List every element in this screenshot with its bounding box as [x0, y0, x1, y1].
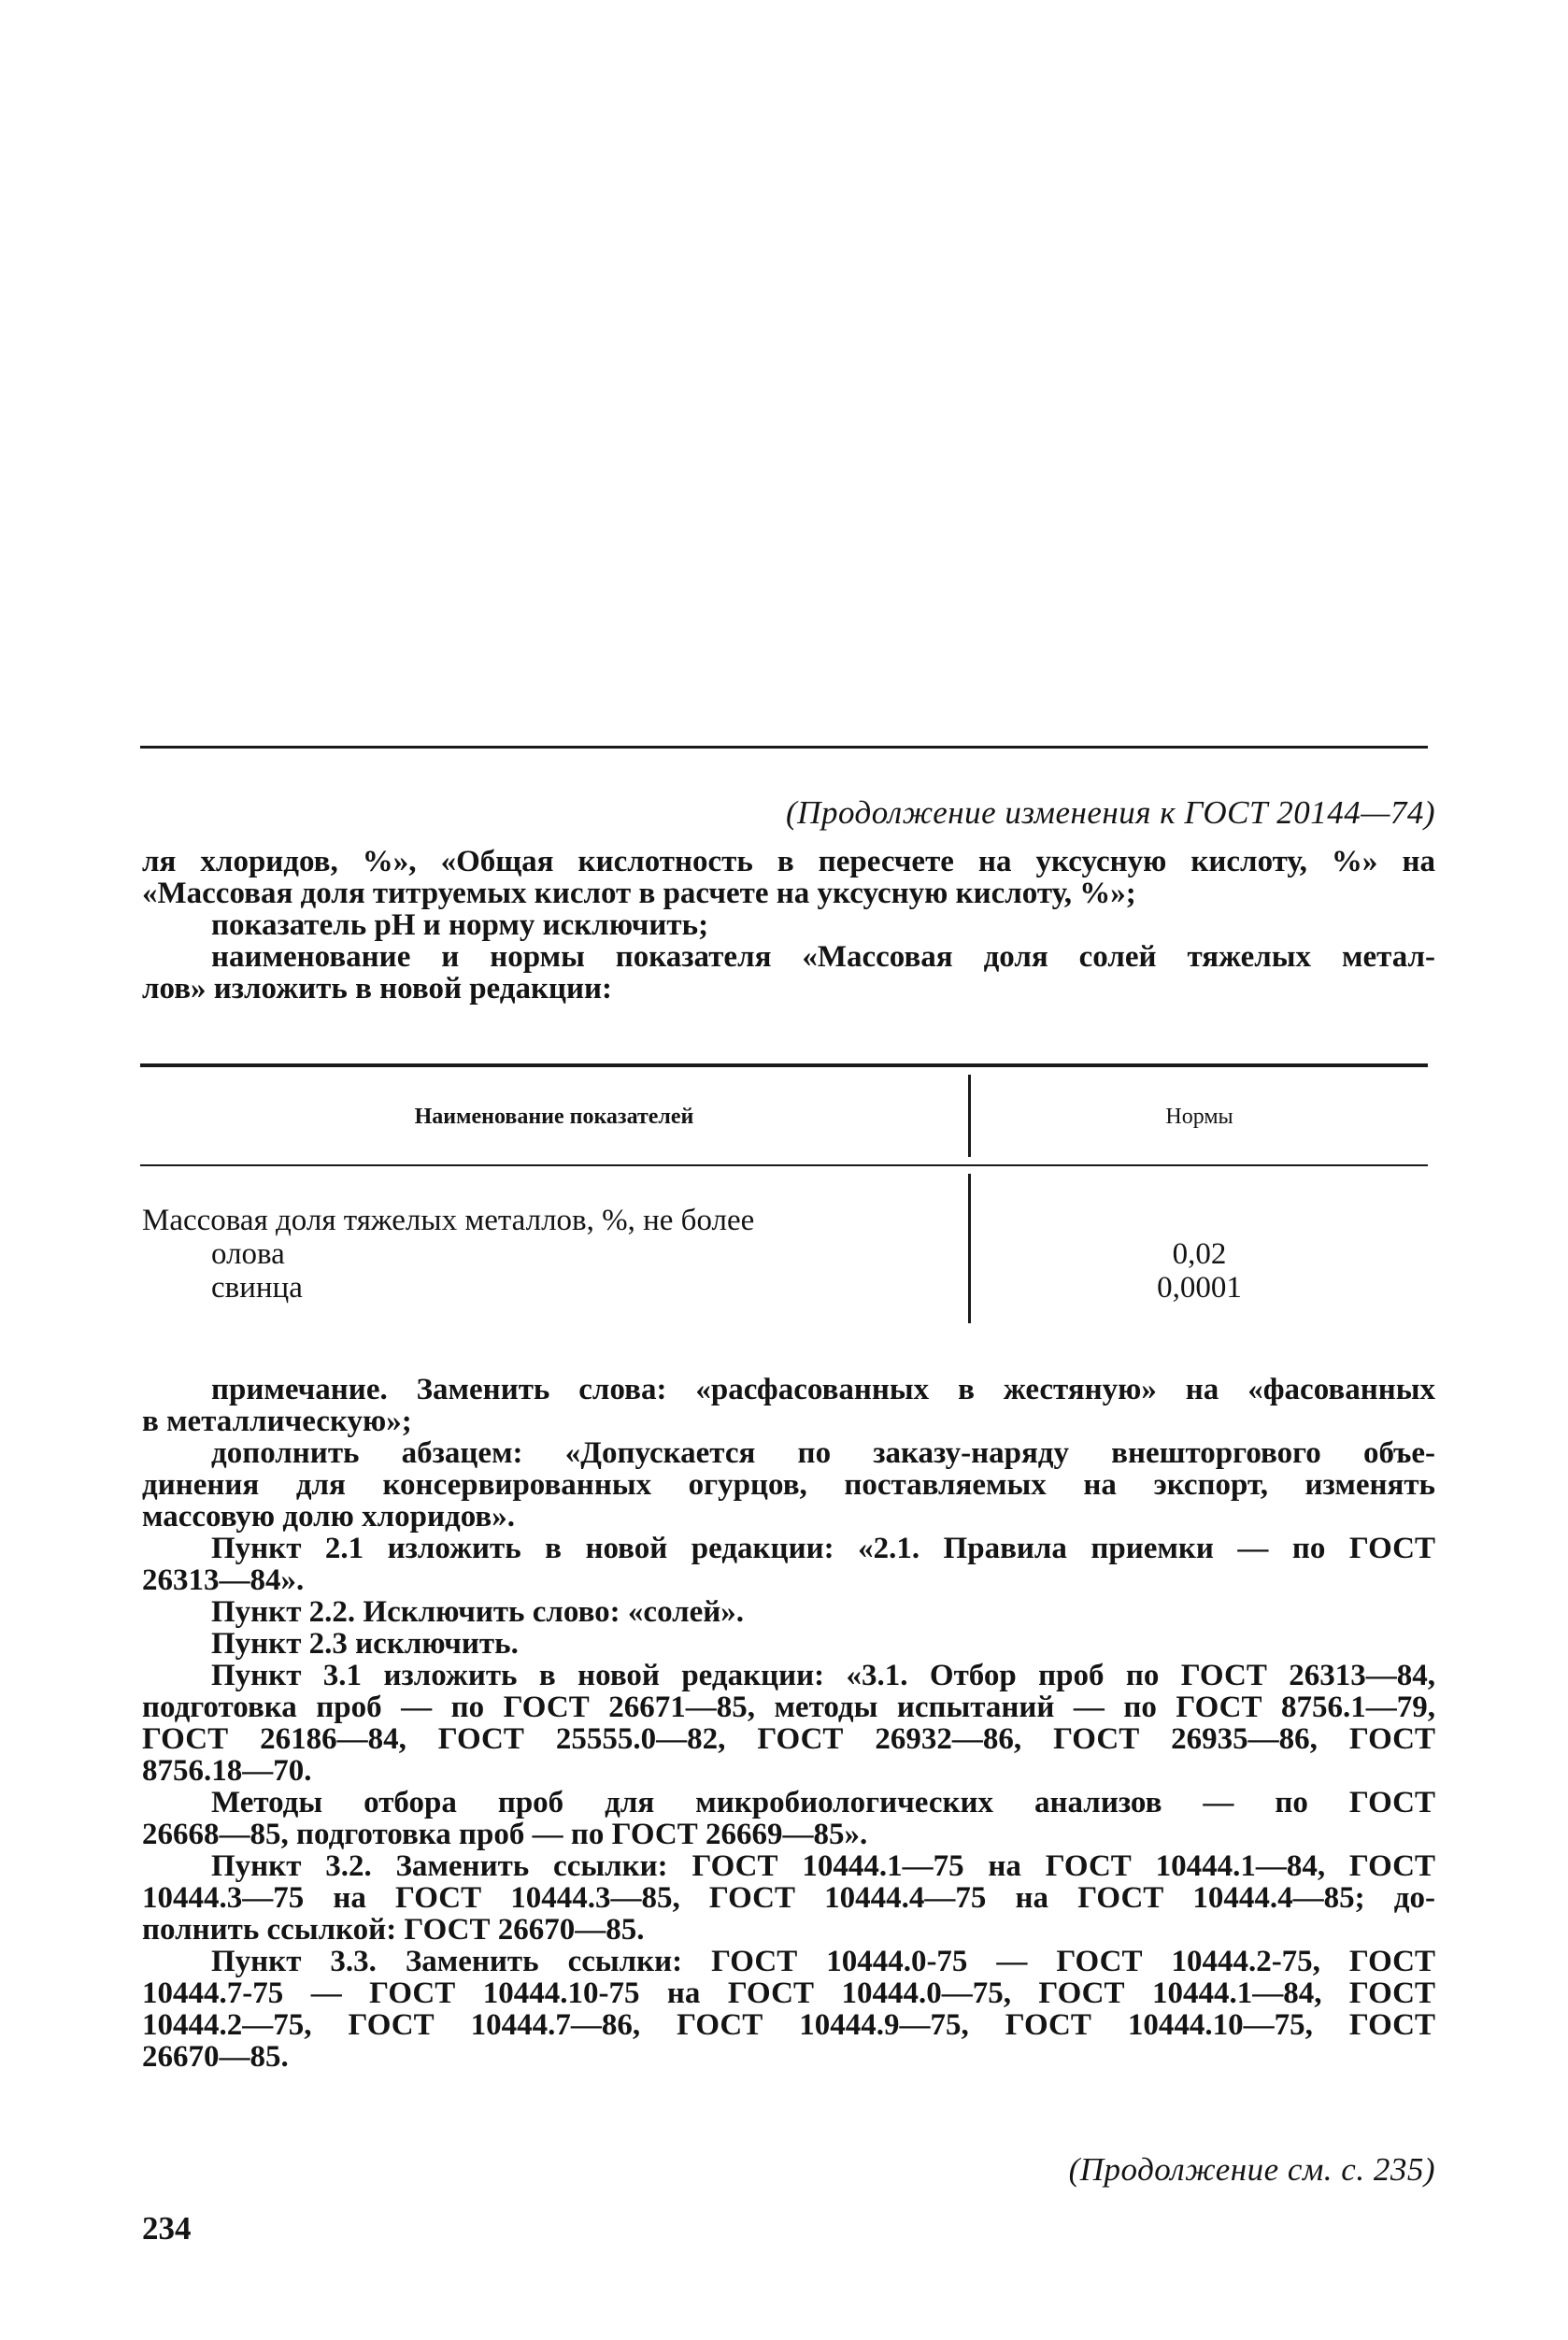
- text-line: 10444.2—75, ГОСТ 10444.7—86, ГОСТ 10444.9—75, ГОСТ 10444.10—75, ГОСТ: [142, 2008, 1435, 2042]
- table-header-indicator: Наименование показателей: [414, 1105, 694, 1129]
- text-line: примечание. Заменить слова: «расфасованных в жестяную» на «фасованных: [211, 1373, 1435, 1406]
- text-line: лов» изложить в новой редакции:: [142, 972, 613, 1006]
- text-line: показатель pH и норму исключить;: [211, 908, 709, 942]
- table-cell-value: 0,0001: [1157, 1271, 1242, 1305]
- text-line: наименование и нормы показателя «Массовая доля солей тяжелых метал-: [211, 940, 1435, 974]
- text-line: Методы отбора проб для микробиологических анализов — по ГОСТ: [211, 1786, 1435, 1819]
- continuation-header: (Продолжение изменения к ГОСТ 20144—74): [786, 794, 1435, 831]
- text-line: в металлическую»;: [142, 1405, 412, 1438]
- text-line: ля хлоридов, %», «Общая кислотность в пересчете на уксусную кислоту, %» на: [142, 845, 1435, 878]
- text-line: Пункт 2.3 исключить.: [211, 1627, 519, 1661]
- text-line: подготовка проб — по ГОСТ 26671—85, методы испытаний — по ГОСТ 8756.1—79,: [142, 1691, 1435, 1724]
- top-paragraphs: [142, 846, 1435, 1005]
- page-number: 234: [142, 2210, 192, 2247]
- table-header-norms: Нормы: [1165, 1105, 1233, 1129]
- text-line: Пункт 3.1 изложить в новой редакции: «3.1. Отбор проб по ГОСТ 26313—84,: [211, 1659, 1435, 1692]
- text-line: дополнить абзацем: «Допускается по заказу-наряду внешторгового объе-: [211, 1436, 1435, 1470]
- table-cell-name: свинца: [211, 1271, 303, 1305]
- text-line: Пункт 2.1 изложить в новой редакции: «2.1. Правила приемки — по ГОСТ: [211, 1532, 1435, 1565]
- table-top-rule: [140, 1063, 1428, 1067]
- text-line: 10444.7-75 — ГОСТ 10444.10-75 на ГОСТ 10444.0—75, ГОСТ 10444.1—84, ГОСТ: [142, 1976, 1435, 2010]
- text-line: Пункт 2.2. Исключить слово: «солей».: [211, 1595, 745, 1629]
- continuation-footer: (Продолжение см. с. 235): [1068, 2151, 1435, 2188]
- text-line: Пункт 3.2. Заменить ссылки: ГОСТ 10444.1—75 на ГОСТ 10444.1—84, ГОСТ: [211, 1849, 1435, 1883]
- text-line: «Массовая доля титруемых кислот в расчете на уксусную кислоту, %»;: [142, 877, 1136, 910]
- text-line: массовую долю хлоридов».: [142, 1500, 515, 1534]
- text-line: ГОСТ 26186—84, ГОСТ 25555.0—82, ГОСТ 26932—86, ГОСТ 26935—86, ГОСТ: [142, 1722, 1435, 1756]
- top-rule: [140, 746, 1428, 749]
- text-line: 26313—84».: [142, 1563, 305, 1597]
- text-line: 26668—85, подготовка проб — по ГОСТ 26669—85».: [142, 1818, 868, 1851]
- text-line: Пункт 3.3. Заменить ссылки: ГОСТ 10444.0-75 — ГОСТ 10444.2-75, ГОСТ: [211, 1945, 1435, 1978]
- bottom-paragraphs: [142, 1374, 1435, 2073]
- text-line: 8756.18—70.: [142, 1754, 312, 1788]
- text-line: полнить ссылкой: ГОСТ 26670—85.: [142, 1913, 645, 1947]
- table-header-rule: [140, 1164, 1428, 1166]
- table-cell-name: олова: [211, 1237, 285, 1271]
- table-cell-name: Массовая доля тяжелых металлов, %, не более: [142, 1204, 755, 1237]
- norms-table: [140, 1063, 1428, 1334]
- table-cell-value: 0,02: [1172, 1237, 1227, 1271]
- text-line: 10444.3—75 на ГОСТ 10444.3—85, ГОСТ 10444.4—75 на ГОСТ 10444.4—85; до-: [142, 1881, 1435, 1915]
- text-line: динения для консервированных огурцов, поставляемых на экспорт, изменять: [142, 1468, 1435, 1502]
- text-line: 26670—85.: [142, 2040, 289, 2074]
